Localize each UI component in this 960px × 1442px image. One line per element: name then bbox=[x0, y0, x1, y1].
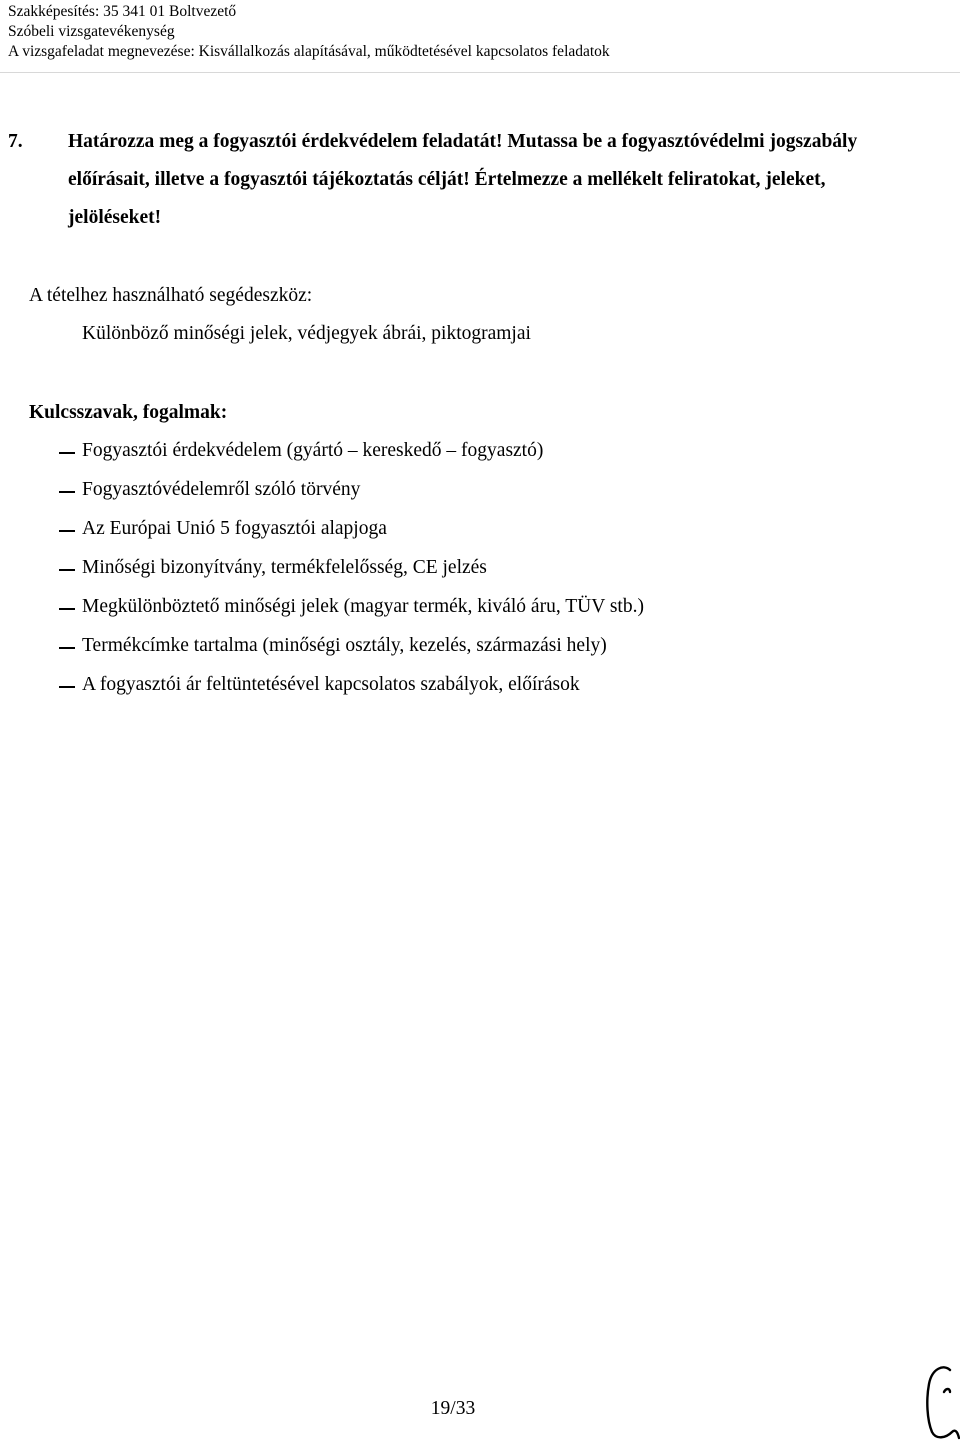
list-item bbox=[59, 634, 644, 673]
dash-bullet-icon bbox=[59, 530, 75, 532]
page-number: 19/33 bbox=[430, 1398, 476, 1419]
tools-label: A tételhez használható segédeszköz: bbox=[29, 285, 313, 306]
header-exam-activity: Szóbeli vizsgatevékenység bbox=[8, 23, 175, 40]
keywords-list bbox=[59, 439, 644, 712]
list-item bbox=[59, 556, 644, 595]
list-item-text: Az Európai Unió 5 fogyasztói alapjoga bbox=[82, 518, 387, 539]
header-qualification: Szakképesítés: 35 341 01 Boltvezető bbox=[8, 3, 237, 20]
task-number: 7. bbox=[8, 131, 23, 152]
header-divider bbox=[0, 72, 960, 73]
document-header bbox=[8, 2, 610, 62]
list-item-text: Termékcímke tartalma (minőségi osztály, kezelés, származási hely) bbox=[82, 635, 607, 656]
list-item-text: Minőségi bizonyítvány, termékfelelősség, CE jelzés bbox=[82, 557, 487, 578]
list-item bbox=[59, 517, 644, 556]
list-item-text: Fogyasztói érdekvédelem (gyártó – kereskedő – fogyasztó) bbox=[82, 440, 544, 461]
list-item-text: Fogyasztóvédelemről szóló törvény bbox=[82, 479, 361, 500]
header-task-title: A vizsgafeladat megnevezése: Kisvállalkozás alapításával, működtetésével kapcsolatos feladatok bbox=[8, 43, 610, 60]
dash-bullet-icon bbox=[59, 491, 75, 493]
list-item bbox=[59, 478, 644, 517]
dash-bullet-icon bbox=[59, 647, 75, 649]
dash-bullet-icon bbox=[59, 608, 75, 610]
list-item bbox=[59, 439, 644, 478]
list-item-text: A fogyasztói ár feltüntetésével kapcsolatos szabályok, előírások bbox=[82, 674, 580, 695]
list-item bbox=[59, 673, 644, 712]
keywords-title: Kulcsszavak, fogalmak: bbox=[29, 402, 228, 423]
dash-bullet-icon bbox=[59, 569, 75, 571]
list-item-text: Megkülönböztető minőségi jelek (magyar termék, kiváló áru, TÜV stb.) bbox=[82, 596, 644, 617]
dash-bullet-icon bbox=[59, 686, 75, 688]
dash-bullet-icon bbox=[59, 452, 75, 454]
handwritten-signature-icon bbox=[920, 1362, 960, 1442]
task-text: Határozza meg a fogyasztói érdekvédelem feladatát! Mutassa be a fogyasztóvédelmi jogszabály előírásait, illetve a fogyasztói tájékoztatás célját! Értelmezze a mellékelt feliratokat, jeleket, jelöléseket! bbox=[68, 131, 858, 228]
tools-text: Különböző minőségi jelek, védjegyek ábrái, piktogramjai bbox=[82, 323, 531, 344]
list-item bbox=[59, 595, 644, 634]
